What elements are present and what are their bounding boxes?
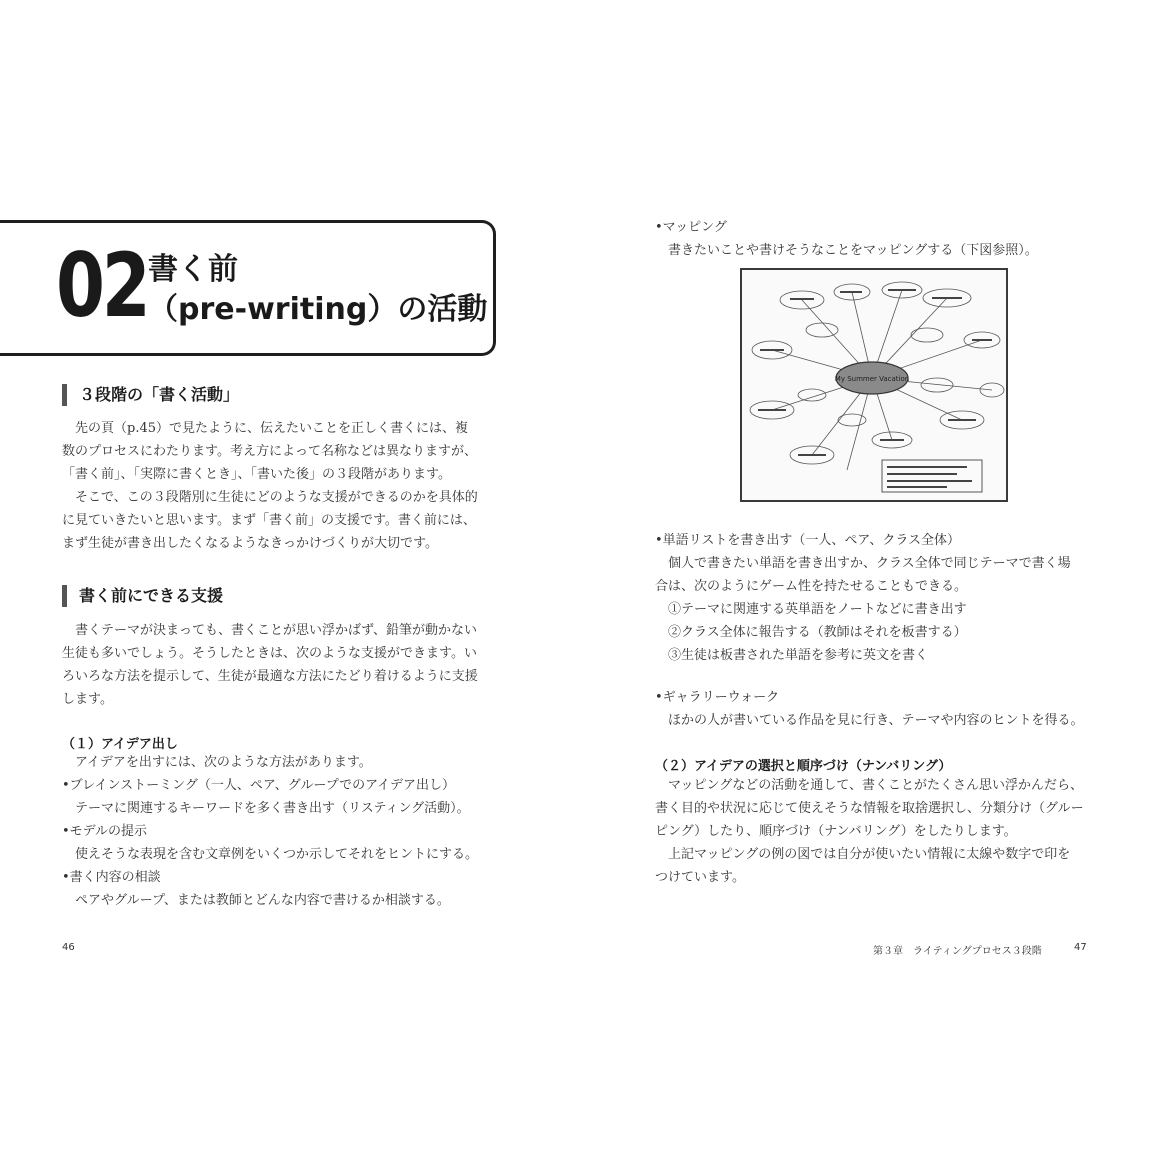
paragraph-line: 「書く前」、「実際に書くとき」、「書いた後」の３段階があります。 (62, 467, 451, 482)
list-item-word-list: •単語リストを書き出す（一人、ペア、クラス全体） (655, 533, 960, 548)
paragraph-line: します。 (62, 692, 113, 707)
list-item: •モデルの提示 (62, 824, 148, 839)
paragraph-line: つけています。 (655, 870, 745, 885)
paragraph-line: 書くテーマが決まっても、書くことが思い浮かばず、鉛筆が動かない (75, 623, 477, 638)
paragraph-line: 使えそうな表現を含む文章例をいくつか示してそれをヒントにする。 (75, 847, 479, 862)
page-number-left: 46 (62, 942, 75, 953)
paragraph-line: 数のプロセスにわたります。考え方によって名称などは異なりますが、 (62, 444, 477, 459)
list-item: •書く内容の相談 (62, 870, 161, 885)
section-heading-three-stages: ３段階の「書く活動」 (62, 384, 239, 406)
paragraph-line: 合は、次のようにゲーム性を持たせることもできる。 (655, 579, 968, 594)
paragraph-line: 書く目的や状況に応じて使えそうな情報を取捨選択し、分類分け（グルー (655, 801, 1084, 816)
running-head: 第３章 ライティングプロセス３段階 (873, 946, 1042, 957)
subheading-idea-selection: （２）アイデアの選択と順序づけ（ナンバリング） (655, 759, 952, 774)
paragraph-line: ピング）したり、順序づけ（ナンバリング）をしたりします。 (655, 824, 1017, 839)
section-heading-prewriting-support: 書く前にできる支援 (62, 585, 223, 607)
list-item-gallery-walk: •ギャラリーウォーク (655, 690, 780, 705)
list-item: •ブレインストーミング（一人、ペア、グループでのアイデア出し） (62, 778, 455, 793)
paragraph-line: テーマに関連するキーワードを多く書き出す（リスティング活動）。 (75, 801, 470, 816)
paragraph-line: 書きたいことや書けそうなことをマッピングする（下図参照）。 (668, 243, 1038, 258)
paragraph-line: ろいろな方法を提示して、生徒が最適な方法にたどり着けるように支援 (62, 669, 478, 684)
chapter-title (148, 250, 487, 330)
chapter-title-line1: 書く前 (148, 252, 238, 287)
chapter-number: 02 (56, 234, 148, 337)
list-item: ①テーマに関連する英単語をノートなどに書き出す (668, 602, 967, 617)
page-number-right: 47 (1074, 942, 1087, 953)
paragraph-line: 生徒も多いでしょう。そうしたときは、次のような支援ができます。い (62, 646, 477, 661)
mind-map-figure (740, 268, 1008, 502)
paragraph-line: 先の頁（p.45）で見たように、伝えたいことを正しく書くには、複 (75, 421, 468, 436)
subheading-idea-generation: （１）アイデア出し (62, 737, 178, 752)
paragraph-line: アイデアを出すには、次のような方法があります。 (75, 755, 372, 770)
paragraph-line: マッピングなどの活動を通して、書くことがたくさん思い浮かんだら、 (668, 778, 1083, 793)
sub2-body (655, 774, 1095, 889)
mind-map-drawing (742, 270, 1006, 500)
list-item: ③生徒は板書された単語を参考に英文を書く (668, 648, 929, 663)
paragraph-line: ほかの人が書いている作品を見に行き、テーマや内容のヒントを得る。 (668, 713, 1084, 728)
section1-body (62, 417, 502, 555)
chapter-title-line2: （pre-writing）の活動 (148, 292, 488, 327)
paragraph-line: そこで、この３段階別に生徒にどのような支援ができるのかを具体的 (75, 490, 478, 505)
paragraph-line: まず生徒が書き出したくなるようなきっかけづくりが大切です。 (62, 536, 438, 551)
list-item-mapping: •マッピング (655, 220, 727, 235)
section2-body (62, 619, 502, 711)
sub1-body (62, 751, 502, 912)
paragraph-line: に見ていきたいと思います。まず「書く前」の支援です。書く前には、 (62, 513, 476, 528)
wordlist-body (655, 552, 1095, 667)
paragraph-line: 個人で書きたい単語を書き出すか、クラス全体で同じテーマで書く場 (668, 556, 1071, 571)
mind-map-center-label: My Summer Vacation (834, 375, 910, 383)
list-item: ②クラス全体に報告する（教師はそれを板書する） (668, 625, 967, 640)
paragraph-line: 上記マッピングの例の図では自分が使いたい情報に太線や数字で印を (668, 847, 1071, 862)
paragraph-line: ペアやグループ、または教師とどんな内容で書けるか相談する。 (75, 893, 450, 908)
